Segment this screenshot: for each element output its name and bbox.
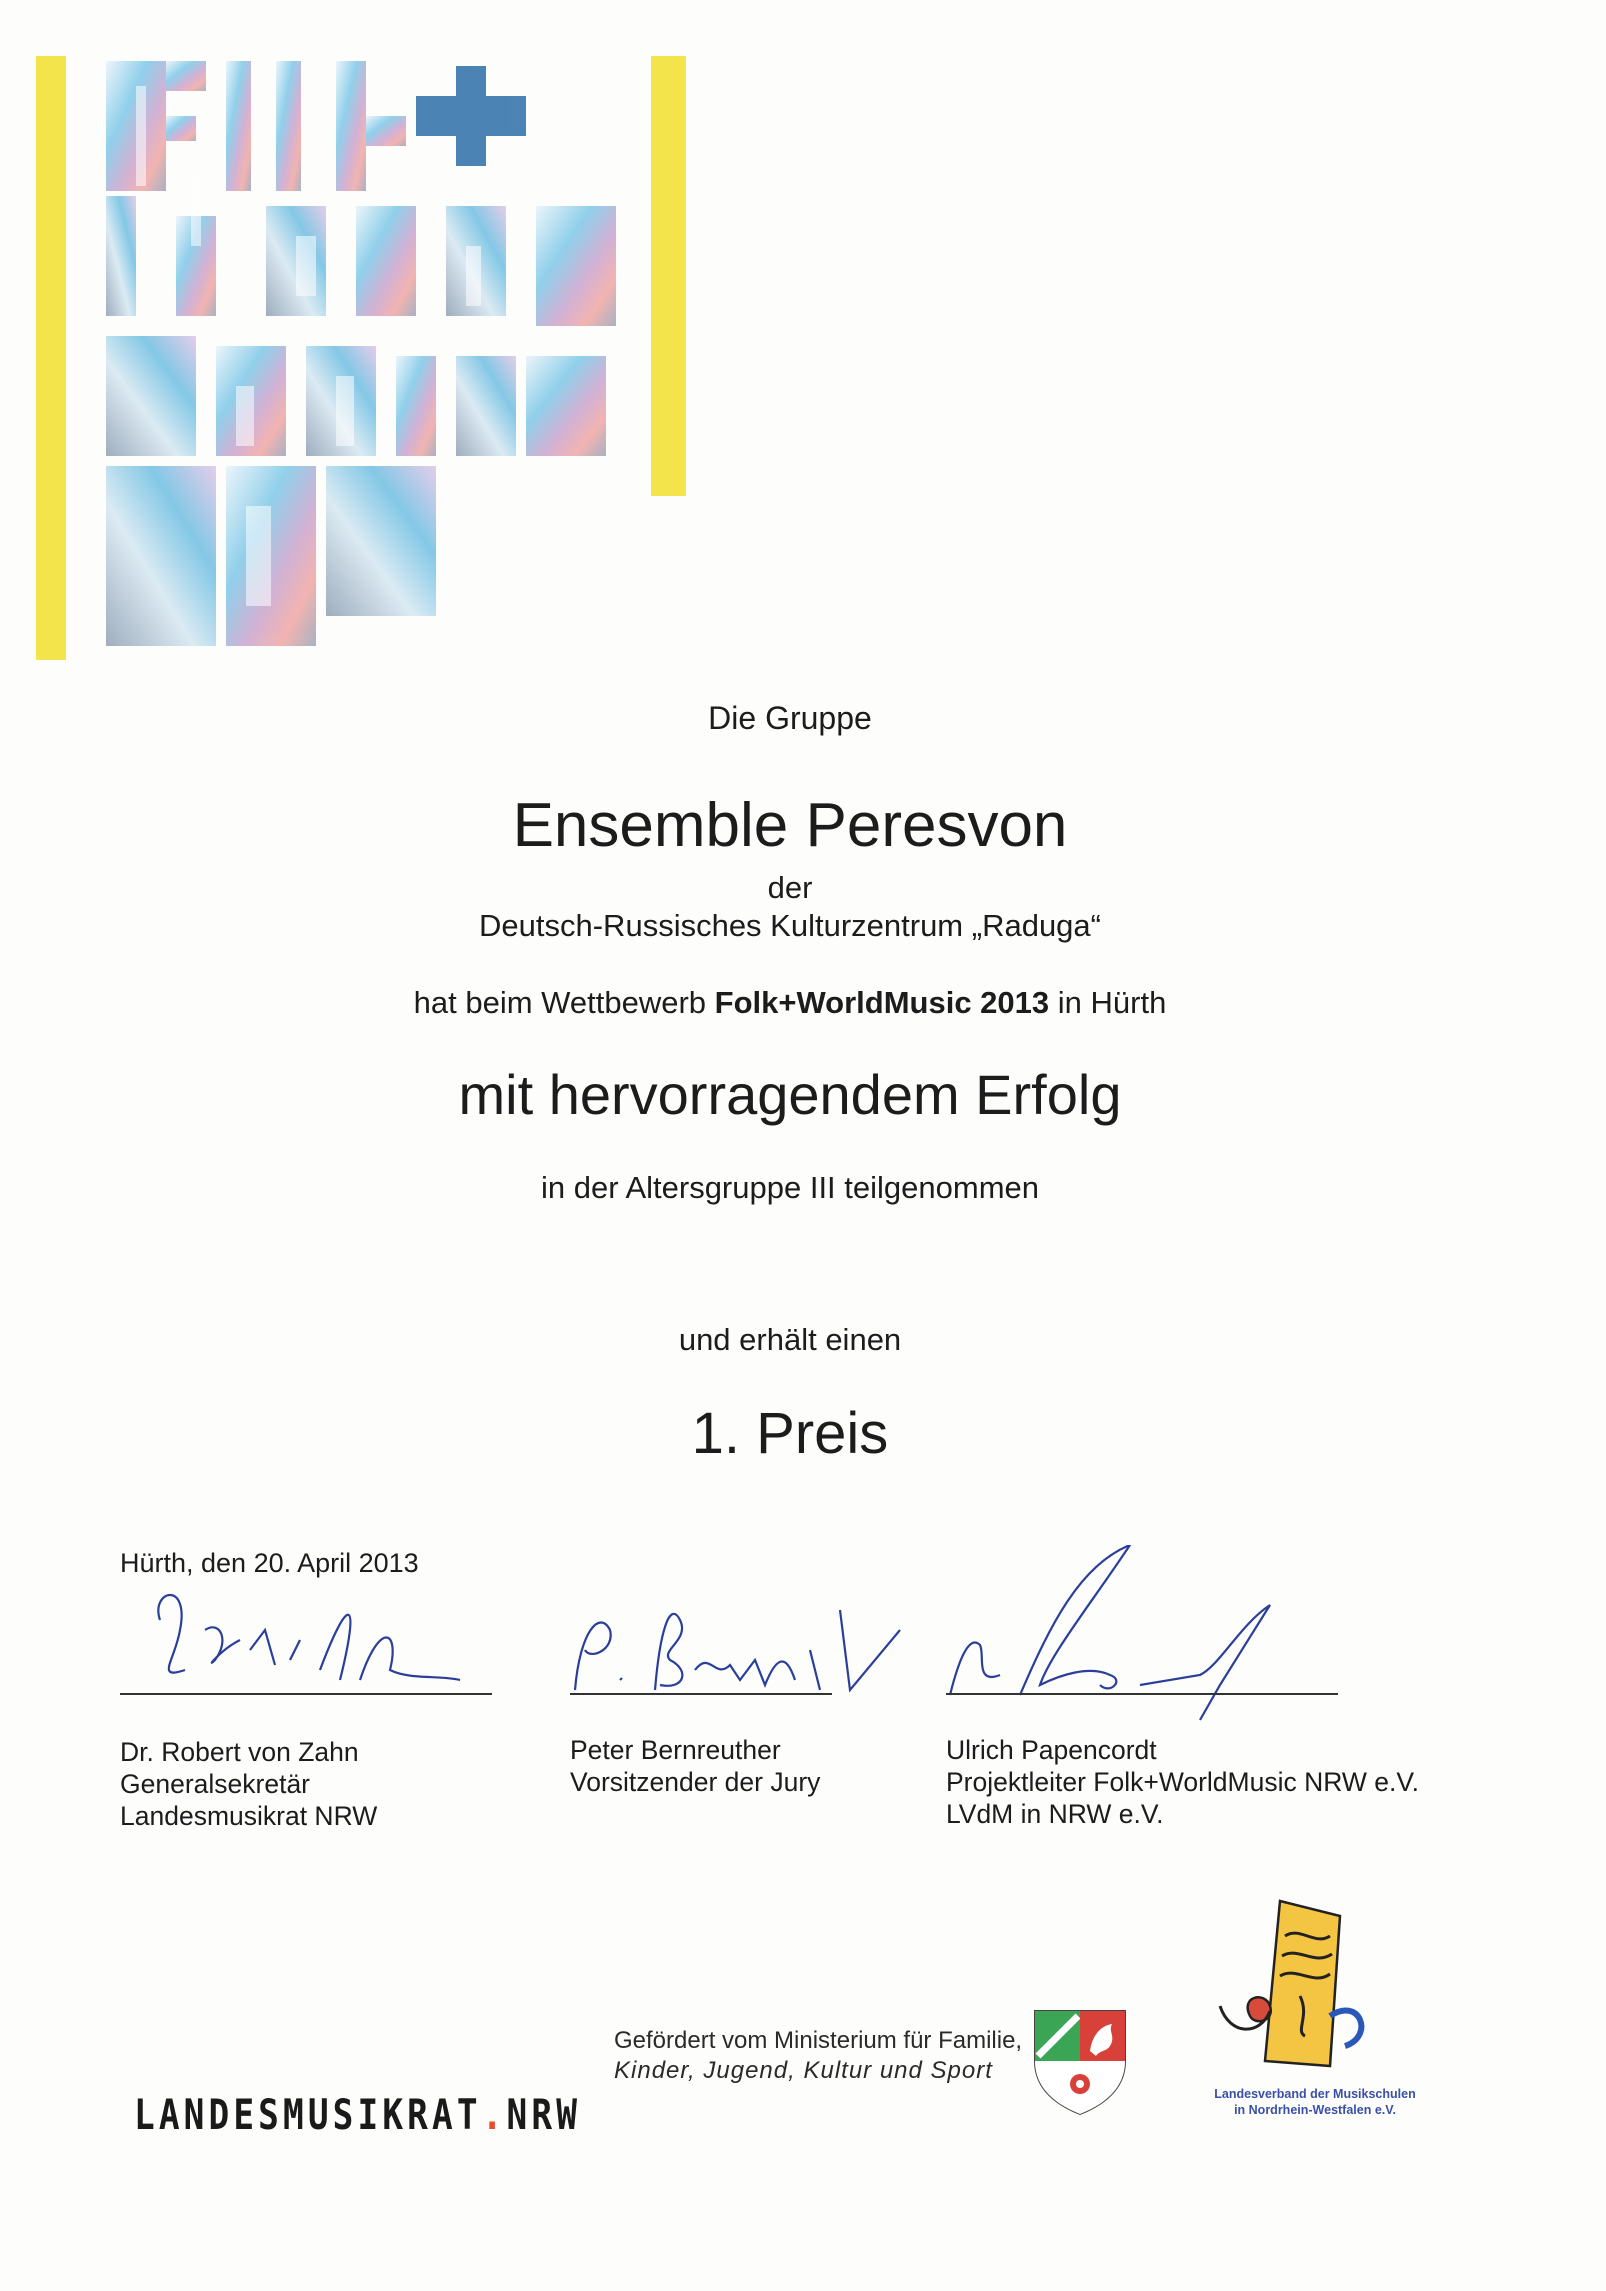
- organization-name: Deutsch-Russisches Kulturzentrum „Raduga“: [479, 908, 1101, 943]
- age-group-text: in der Altersgruppe III teilgenommen: [541, 1170, 1039, 1205]
- signatory-role: Vorsitzender der Jury: [570, 1767, 821, 1797]
- competition-pre: hat beim Wettbewerb: [413, 985, 715, 1020]
- lmr-dot: .: [481, 2090, 507, 2139]
- lmr-part2: NRW: [506, 2090, 582, 2139]
- lvdm-line-2: in Nordrhein-Westfalen e.V.: [1234, 2103, 1396, 2117]
- intro-text: Die Gruppe: [708, 700, 872, 736]
- folk-world-music-nrw-logo: [36, 56, 686, 660]
- competition-name: Folk+WorldMusic 2013: [714, 985, 1050, 1020]
- signature-bernreuther: [560, 1590, 920, 1710]
- funding-line-2: Kinder, Jugend, Kultur und Sport: [614, 2057, 993, 2084]
- signatory-von-zahn: [120, 1736, 377, 1832]
- receives-text: und erhält einen: [678, 1322, 902, 1357]
- signatory-name: Peter Bernreuther: [570, 1735, 781, 1765]
- signatory-name: Ulrich Papencordt: [946, 1735, 1157, 1765]
- landesmusikrat-logo: [134, 2090, 581, 2139]
- competition-post: in Hürth: [1049, 985, 1167, 1020]
- date-line: Hürth, den 20. April 2013: [120, 1548, 419, 1578]
- group-name: Ensemble Peresvon: [512, 791, 1068, 860]
- funding-notice: [614, 2026, 1024, 2086]
- signatory-org: Landesmusikrat NRW: [120, 1801, 378, 1831]
- signatory-papencordt: [946, 1734, 1419, 1830]
- lmr-part1: LANDESMUSIKRAT: [134, 2090, 482, 2139]
- signatory-role: Projektleiter Folk+WorldMusic NRW e.V.: [946, 1767, 1419, 1797]
- logo-yellow-bar-left: [36, 56, 66, 660]
- signature-line-1: [120, 1693, 492, 1695]
- nrw-coat-of-arms-icon: [1030, 2006, 1130, 2116]
- prize-text: 1. Preis: [691, 1401, 889, 1466]
- funding-line-1: Gefördert vom Ministerium für Familie,: [614, 2027, 1023, 2054]
- lvdm-music-schools-logo: [1210, 1896, 1380, 2076]
- der-text: der: [767, 870, 813, 905]
- achievement-text: mit hervorragendem Erfolg: [458, 1063, 1122, 1126]
- signatory-role: Generalsekretär: [120, 1769, 311, 1799]
- signature-von-zahn: [150, 1570, 470, 1700]
- signatory-name: Dr. Robert von Zahn: [120, 1737, 359, 1767]
- logo-yellow-bar-right: [651, 56, 686, 496]
- signatory-org: LVdM in NRW e.V.: [946, 1799, 1164, 1829]
- competition-line: [0, 985, 1580, 1021]
- signature-papencordt: [940, 1545, 1280, 1725]
- signature-line-2: [570, 1693, 832, 1695]
- lvdm-line-1: Landesverband der Musikschulen: [1214, 2087, 1416, 2101]
- signature-line-3: [946, 1693, 1338, 1695]
- lvdm-caption: [1180, 2086, 1450, 2118]
- signatory-bernreuther: [570, 1734, 820, 1798]
